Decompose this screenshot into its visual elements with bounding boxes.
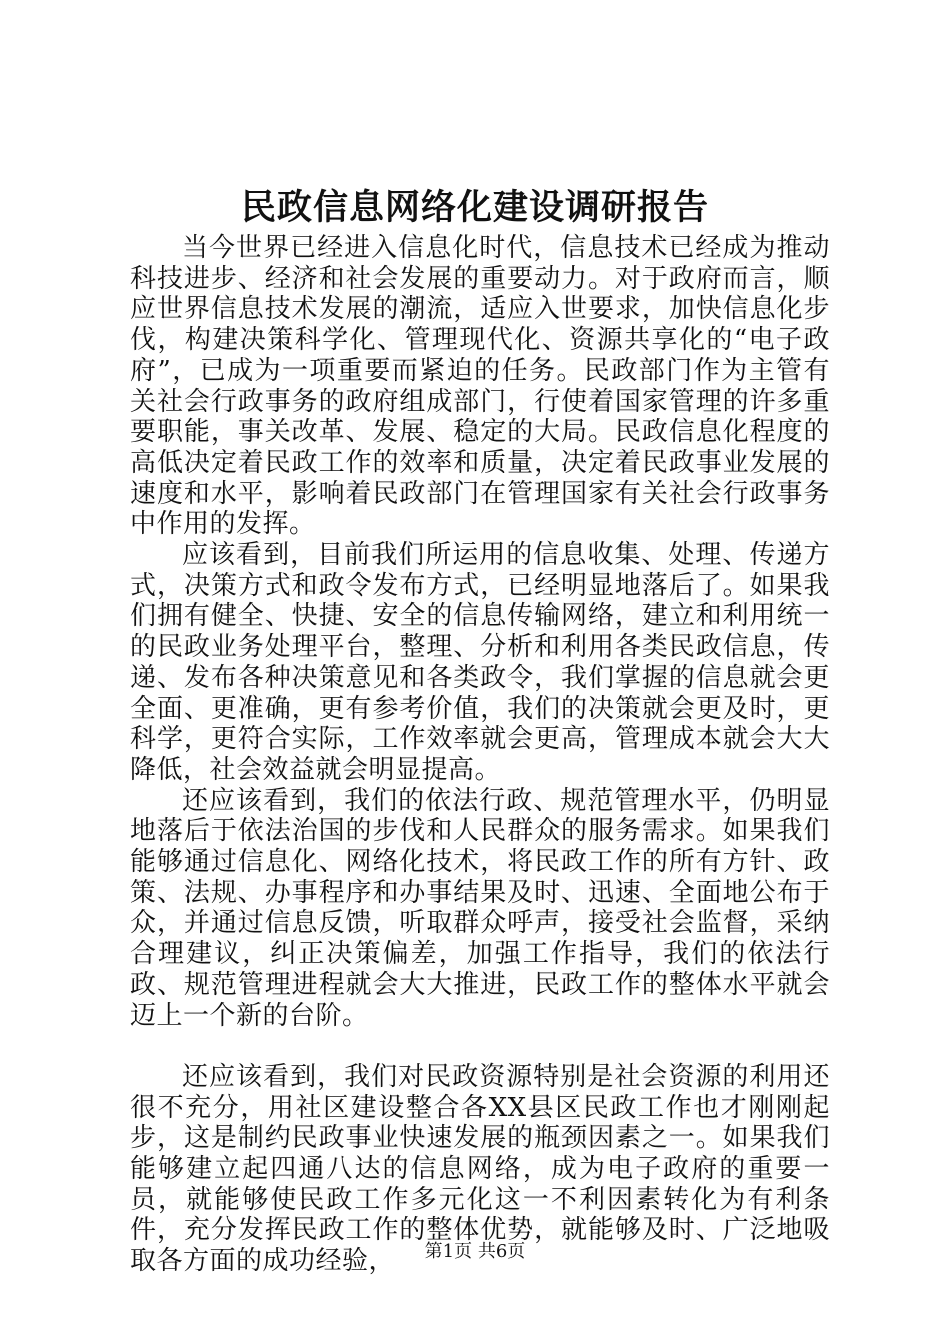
paragraph-2: 应该看到，目前我们所运用的信息收集、处理、传递方式，决策方式和政令发布方式，已经明显地落后了。如果我们拥有健全、快捷、安全的信息传输网络，建立和利用统一的民政业务处理平台，整理、分析和利用各类民政信息，传递、发布各种决策意见和各类政令，我们掌握的信息就会更全面、更准确，更有参考价值，我们的决策就会更及时，更科学，更符合实际，工作效率就会更高，管理成本就会大大降低，社会效益就会明显提高。 (130, 540, 830, 785)
paragraph-1: 当今世界已经进入信息化时代，信息技术已经成为推动科技进步、经济和社会发展的重要动力。对于政府而言，顺应世界信息技术发展的潮流，适应入世要求，加快信息化步伐，构建决策科学化、管理现代化、资源共享化的“电子政府”，已成为一项重要而紧迫的任务。民政部门作为主管有关社会行政事务的政府组成部门，行使着国家管理的许多重要职能，事关改革、发展、稳定的大局。民政信息化程度的高低决定着民政工作的效率和质量，决定着民政事业发展的速度和水平，影响着民政部门在管理国家有关社会行政事务中作用的发挥。 (130, 233, 830, 540)
page-number-footer: 第1页 共6页 (424, 1241, 526, 1262)
paragraph-4: 还应该看到，我们对民政资源特别是社会资源的利用还很不充分，用社区建设整合各XX县区民政工作也才刚刚起步，这是制约民政事业快速发展的瓶颈因素之一。如果我们能够建立起四通八达的信息网络，成为电子政府的重要一员，就能够使民政工作多元化这一不利因素转化为有利条件，充分发挥民政工作的整体优势，就能够及时、广泛地吸取各方面的成功经验， (130, 1061, 830, 1277)
paragraph-3: 还应该看到，我们的依法行政、规范管理水平，仍明显地落后于依法治国的步伐和人民群众的服务需求。如果我们能够通过信息化、网络化技术，将民政工作的所有方针、政策、法规、办事程序和办事结果及时、迅速、全面地公布于众，并通过信息反馈，听取群众呼声，接受社会监督，采纳合理建议，纠正决策偏差，加强工作指导，我们的依法行政、规范管理进程就会大大推进，民政工作的整体水平就会迈上一个新的台阶。 (130, 785, 830, 1031)
document-title: 民政信息网络化建设调研报告 (240, 187, 709, 228)
document-body (130, 233, 830, 1277)
